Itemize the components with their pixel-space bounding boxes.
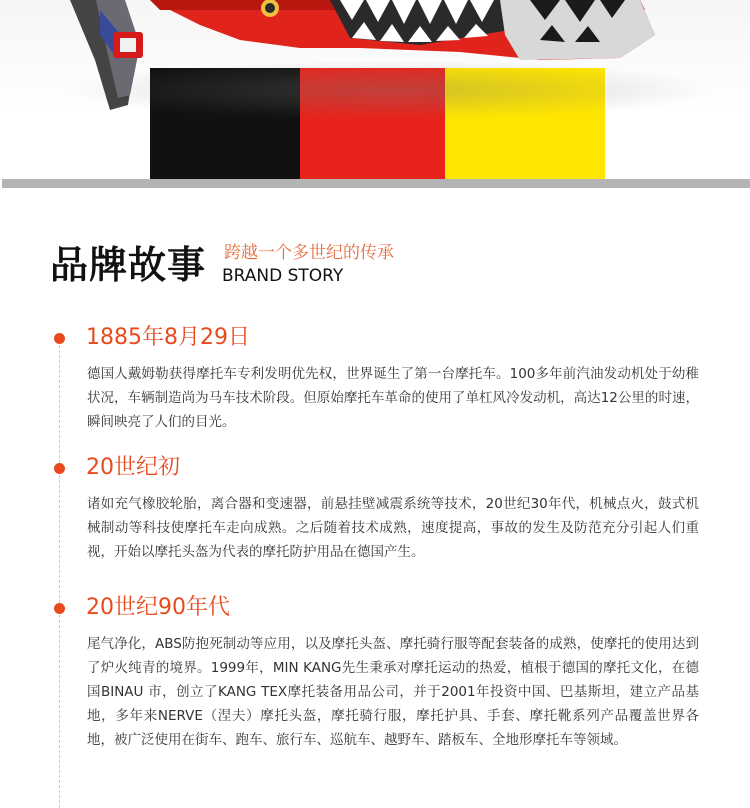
timeline-dot xyxy=(54,603,65,614)
timeline-date: 20世纪90年代 xyxy=(86,595,230,620)
timeline-date: 20世纪初 xyxy=(86,455,180,480)
timeline-date: 1885年8月29日 xyxy=(86,325,250,350)
page-subtitle-en: BRAND STORY xyxy=(222,266,344,286)
timeline-dot xyxy=(54,463,65,474)
timeline-text: 诸如充气橡胶轮胎，离合器和变速器，前悬挂壁减震系统等技术，20世纪30年代，机械点火，鼓式机械制动等科技使摩托车走向成熟。之后随着技术成熟，速度提高，事故的发生及防范充分引起人们重视，开始以摩托头盔为代表的摩托防护用品在德国产生。 xyxy=(87,496,699,560)
timeline-text: 尾气净化，ABS防抱死制动等应用，以及摩托头盔、摩托骑行服等配套装备的成熟，使摩托的使用达到了炉火纯青的境界。1999年，MIN KANG先生秉承对摩托运动的热爱，植根于德国的摩托文化，在德国BINAU 市，创立了KANG TEX摩托装备用品公司，并于2001年投资中国、巴基斯坦，建立产品基地，多年来NERVE（涅夫）摩托头盔，摩托骑行服，摩托护具、手套、摩托靴系列产品覆盖世界各地，被广泛使用在街车、跑车、旅行车、巡航车、越野车、踏板车、全地形摩托车等领域。 xyxy=(87,636,699,748)
page-title: 品牌故事 xyxy=(50,243,207,287)
motorcycle-helmet-icon xyxy=(0,0,750,120)
hero-divider-bar xyxy=(2,179,750,188)
timeline-text: 德国人戴姆勒获得摩托车专利发明优先权，世界诞生了第一台摩托车。100多年前汽油发动机处于幼稚状况，车辆制造尚为马车技术阶段。但原始摩托车革命的使用了单杠风冷发动机，高达12公里的时速，瞬间映亮了人们的目光。 xyxy=(87,366,699,430)
timeline-line xyxy=(59,340,60,808)
hero-banner xyxy=(0,0,750,188)
page-slogan: 跨越一个多世纪的传承 xyxy=(224,243,394,263)
timeline-dot xyxy=(54,333,65,344)
